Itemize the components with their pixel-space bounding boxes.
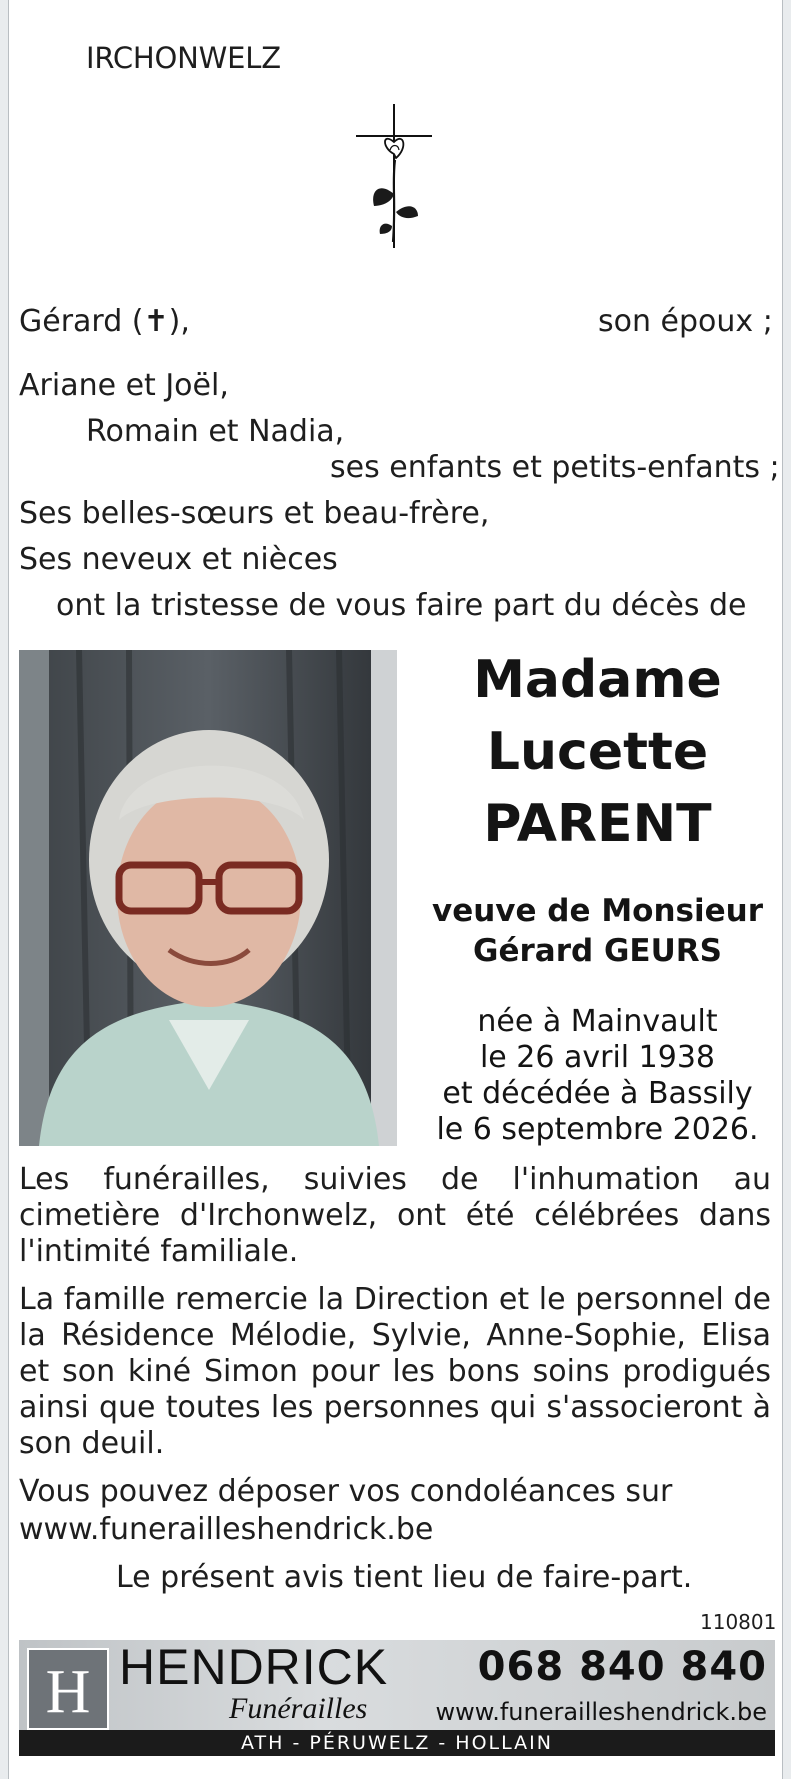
announcement-line: ont la tristesse de vous faire part du décès de	[56, 588, 747, 623]
deceased-photo	[19, 650, 397, 1146]
funeral-home-banner	[19, 1640, 775, 1732]
locations-bar: ATH - PÉRUWELZ - HOLLAIN	[19, 1730, 775, 1756]
cross-with-rose-icon	[352, 102, 436, 252]
family-children-1: Ariane et Joël,	[19, 368, 229, 403]
deceased-title: Madame	[473, 650, 722, 710]
cross-icon: ✝	[143, 304, 169, 339]
h-monogram-logo	[27, 1648, 109, 1730]
condolences-line: Vous pouvez déposer vos condoléances sur	[19, 1474, 673, 1509]
condolences-website[interactable]: www.funerailleshendrick.be	[19, 1512, 434, 1547]
reference-number: 110801	[700, 1610, 777, 1634]
birth-place: née à Mainvault	[477, 1004, 718, 1039]
husband-line	[19, 304, 190, 340]
place-name: IRCHONWELZ	[86, 41, 281, 75]
brand-subtitle: Funérailles	[229, 1692, 368, 1725]
thanks-paragraph: La famille remercie la Direction et le personnel de la Résidence Mélodie, Sylvie, Anne-Sophie, Elisa et son kiné Simon pour les bons soins prodigués ainsi que toutes les personnes qui s'associeront à son deuil.	[19, 1282, 771, 1461]
husband-name: Gérard (	[19, 304, 144, 339]
svg-text:H: H	[45, 1658, 91, 1726]
deceased-last-name: PARENT	[483, 794, 712, 854]
death-place: et décédée à Bassily	[442, 1076, 753, 1111]
widow-line-2: Gérard GEURS	[473, 933, 722, 969]
deceased-first-name: Lucette	[486, 722, 709, 782]
birth-date: le 26 avril 1938	[479, 1040, 716, 1075]
family-children-2: Romain et Nadia,	[86, 414, 345, 449]
footer-website[interactable]: www.funerailleshendrick.be	[435, 1698, 767, 1726]
brand-name: HENDRICK	[119, 1639, 389, 1695]
funeral-paragraph: Les funérailles, suivies de l'inhumation au cimetière d'Irchonwelz, ont été célébrées dans l'intimité familiale.	[19, 1162, 771, 1269]
widow-line-1: veuve de Monsieur	[431, 893, 763, 929]
husband-relation: son époux ;	[598, 304, 773, 339]
death-date: le 6 septembre 2026.	[436, 1112, 759, 1147]
family-children-relation: ses enfants et petits-enfants ;	[330, 450, 780, 485]
husband-close: ),	[168, 304, 190, 339]
phone-number[interactable]: 068 840 840	[477, 1644, 767, 1690]
family-inlaws: Ses belles-sœurs et beau-frère,	[19, 496, 490, 531]
notice-line: Le présent avis tient lieu de faire-part.	[116, 1560, 693, 1595]
family-nephews: Ses neveux et nièces	[19, 542, 338, 577]
